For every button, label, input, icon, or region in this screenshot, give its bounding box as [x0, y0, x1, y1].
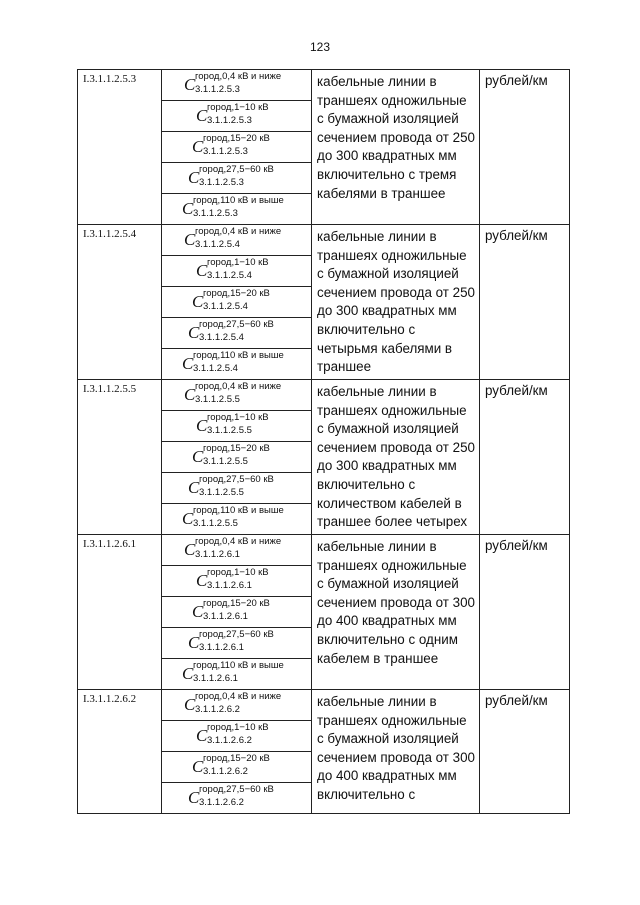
symbol-superscript: город,0,4 кВ и ниже — [195, 536, 282, 547]
symbol-superscript: город,15−20 кВ — [203, 753, 270, 764]
rate-symbol — [196, 256, 311, 286]
symbol-superscript: город,0,4 кВ и ниже — [195, 691, 282, 702]
rate-symbol-cell — [162, 101, 312, 132]
symbol-subscript: 3.1.1.2.5.4 — [199, 332, 244, 343]
symbol-subscript: 3.1.1.2.5.3 — [193, 208, 238, 219]
symbol-superscript: город,1−10 кВ — [207, 412, 269, 423]
symbol-superscript: город,27,5−60 кВ — [199, 629, 274, 640]
symbol-letter: C — [196, 261, 208, 280]
symbol-superscript: город,0,4 кВ и ниже — [195, 381, 282, 392]
table-row — [78, 380, 570, 411]
symbol-superscript: город,1−10 кВ — [207, 257, 269, 268]
symbol-superscript: город,0,4 кВ и ниже — [195, 71, 282, 82]
symbol-letter: C — [188, 168, 200, 187]
rate-symbol — [184, 70, 311, 100]
symbol-letter: C — [188, 323, 200, 342]
rate-symbol — [182, 349, 311, 379]
table-row — [78, 70, 570, 101]
rate-symbol-cell — [162, 287, 312, 318]
rate-symbol-cell — [162, 70, 312, 101]
rate-symbol — [196, 566, 311, 596]
symbol-letter: C — [184, 230, 196, 249]
rate-symbol-cell — [162, 225, 312, 256]
symbol-subscript: 3.1.1.2.5.3 — [199, 177, 244, 188]
rate-symbol-cell — [162, 690, 312, 721]
rate-symbol-cell — [162, 132, 312, 163]
rate-symbol-cell — [162, 318, 312, 349]
symbol-letter: C — [184, 695, 196, 714]
symbol-letter: C — [184, 75, 196, 94]
symbol-subscript: 3.1.1.2.5.4 — [207, 270, 252, 281]
symbol-superscript: город,27,5−60 кВ — [199, 784, 274, 795]
rate-symbol-cell — [162, 504, 312, 535]
rate-symbol — [192, 442, 311, 472]
symbol-letter: C — [196, 106, 208, 125]
row-code: I.3.1.1.2.5.3 — [78, 70, 162, 225]
symbol-subscript: 3.1.1.2.5.5 — [193, 518, 238, 529]
row-code: I.3.1.1.2.6.2 — [78, 690, 162, 814]
symbol-letter: C — [192, 602, 204, 621]
symbol-letter: C — [196, 571, 208, 590]
symbol-superscript: город,110 кВ и выше — [193, 660, 284, 671]
symbol-subscript: 3.1.1.2.6.1 — [203, 611, 248, 622]
symbol-subscript: 3.1.1.2.6.1 — [195, 549, 240, 560]
rate-symbol-cell — [162, 597, 312, 628]
symbol-superscript: город,110 кВ и выше — [193, 195, 284, 206]
rate-symbol — [188, 628, 311, 658]
symbol-subscript: 3.1.1.2.5.4 — [195, 239, 240, 250]
rate-symbol — [188, 473, 311, 503]
symbol-subscript: 3.1.1.2.5.5 — [207, 425, 252, 436]
symbol-letter: C — [184, 540, 196, 559]
symbol-superscript: город,110 кВ и выше — [193, 505, 284, 516]
symbol-superscript: город,15−20 кВ — [203, 598, 270, 609]
rate-symbol-cell — [162, 349, 312, 380]
row-code: I.3.1.1.2.6.1 — [78, 535, 162, 690]
row-unit: рублей/км — [480, 380, 570, 535]
symbol-letter: C — [188, 788, 200, 807]
page-number: 123 — [309, 40, 331, 54]
symbol-superscript: город,0,4 кВ и ниже — [195, 226, 282, 237]
symbol-subscript: 3.1.1.2.5.5 — [195, 394, 240, 405]
row-code: I.3.1.1.2.5.4 — [78, 225, 162, 380]
symbol-letter: C — [192, 757, 204, 776]
rate-symbol — [192, 132, 311, 162]
symbol-letter: C — [182, 509, 194, 528]
symbol-letter: C — [196, 726, 208, 745]
symbol-letter: C — [182, 354, 194, 373]
tariff-table — [77, 69, 570, 814]
symbol-subscript: 3.1.1.2.6.2 — [203, 766, 248, 777]
row-description: кабельные линии в траншеях одножильные с бумажной изоляцией сечением провода от 250 до 300 квадратных мм включительно с тремя кабелями в траншее — [312, 70, 480, 225]
symbol-superscript: город,1−10 кВ — [207, 722, 269, 733]
rate-symbol — [196, 101, 311, 131]
table-row — [78, 690, 570, 721]
rate-symbol — [184, 225, 311, 255]
symbol-letter: C — [192, 137, 204, 156]
symbol-letter: C — [196, 416, 208, 435]
symbol-subscript: 3.1.1.2.5.5 — [203, 456, 248, 467]
rate-symbol — [184, 535, 311, 565]
tariff-table-body — [78, 70, 570, 814]
rate-symbol — [182, 504, 311, 534]
rate-symbol-cell — [162, 628, 312, 659]
rate-symbol — [192, 287, 311, 317]
symbol-subscript: 3.1.1.2.5.5 — [199, 487, 244, 498]
rate-symbol-cell — [162, 473, 312, 504]
row-code: I.3.1.1.2.5.5 — [78, 380, 162, 535]
rate-symbol — [182, 659, 311, 689]
rate-symbol-cell — [162, 380, 312, 411]
row-description: кабельные линии в траншеях одножильные с бумажной изоляцией сечением провода от 250 до 300 квадратных мм включительно с четырьмя кабелями в траншее — [312, 225, 480, 380]
rate-symbol — [184, 690, 311, 720]
rate-symbol — [196, 721, 311, 751]
symbol-letter: C — [188, 478, 200, 497]
symbol-subscript: 3.1.1.2.5.4 — [193, 363, 238, 374]
row-unit: рублей/км — [480, 70, 570, 225]
row-unit: рублей/км — [480, 535, 570, 690]
symbol-letter: C — [192, 292, 204, 311]
symbol-superscript: город,15−20 кВ — [203, 443, 270, 454]
rate-symbol — [182, 194, 311, 224]
rate-symbol — [188, 163, 311, 193]
symbol-superscript: город,27,5−60 кВ — [199, 319, 274, 330]
symbol-superscript: город,15−20 кВ — [203, 133, 270, 144]
symbol-subscript: 3.1.1.2.6.1 — [193, 673, 238, 684]
rate-symbol — [192, 597, 311, 627]
symbol-subscript: 3.1.1.2.6.1 — [199, 642, 244, 653]
symbol-letter: C — [188, 633, 200, 652]
table-row — [78, 225, 570, 256]
rate-symbol-cell — [162, 752, 312, 783]
rate-symbol — [192, 752, 311, 782]
symbol-letter: C — [182, 199, 194, 218]
rate-symbol-cell — [162, 442, 312, 473]
rate-symbol-cell — [162, 721, 312, 752]
row-unit: рублей/км — [480, 225, 570, 380]
rate-symbol — [184, 380, 311, 410]
symbol-letter: C — [192, 447, 204, 466]
rate-symbol-cell — [162, 535, 312, 566]
symbol-superscript: город,110 кВ и выше — [193, 350, 284, 361]
rate-symbol — [188, 783, 311, 813]
symbol-superscript: город,15−20 кВ — [203, 288, 270, 299]
symbol-letter: C — [184, 385, 196, 404]
rate-symbol — [188, 318, 311, 348]
symbol-subscript: 3.1.1.2.6.1 — [207, 580, 252, 591]
rate-symbol-cell — [162, 256, 312, 287]
row-description: кабельные линии в траншеях одножильные с бумажной изоляцией сечением провода от 250 до 300 квадратных мм включительно с количеством кабелей в траншее более четырех — [312, 380, 480, 535]
symbol-subscript: 3.1.1.2.5.3 — [207, 115, 252, 126]
row-description: кабельные линии в траншеях одножильные с бумажной изоляцией сечением провода от 300 до 400 квадратных мм включительно с — [312, 690, 480, 814]
symbol-subscript: 3.1.1.2.5.4 — [203, 301, 248, 312]
rate-symbol-cell — [162, 411, 312, 442]
row-description: кабельные линии в траншеях одножильные с бумажной изоляцией сечением провода от 300 до 400 квадратных мм включительно с одним кабелем в траншее — [312, 535, 480, 690]
rate-symbol-cell — [162, 659, 312, 690]
row-unit: рублей/км — [480, 690, 570, 814]
rate-symbol-cell — [162, 194, 312, 225]
rate-symbol-cell — [162, 783, 312, 814]
symbol-subscript: 3.1.1.2.6.2 — [195, 704, 240, 715]
table-row — [78, 535, 570, 566]
symbol-letter: C — [182, 664, 194, 683]
rate-symbol — [196, 411, 311, 441]
symbol-subscript: 3.1.1.2.5.3 — [195, 84, 240, 95]
symbol-superscript: город,27,5−60 кВ — [199, 164, 274, 175]
symbol-subscript: 3.1.1.2.5.3 — [203, 146, 248, 157]
symbol-superscript: город,1−10 кВ — [207, 102, 269, 113]
symbol-superscript: город,1−10 кВ — [207, 567, 269, 578]
symbol-subscript: 3.1.1.2.6.2 — [207, 735, 252, 746]
rate-symbol-cell — [162, 163, 312, 194]
rate-symbol-cell — [162, 566, 312, 597]
symbol-subscript: 3.1.1.2.6.2 — [199, 797, 244, 808]
symbol-superscript: город,27,5−60 кВ — [199, 474, 274, 485]
